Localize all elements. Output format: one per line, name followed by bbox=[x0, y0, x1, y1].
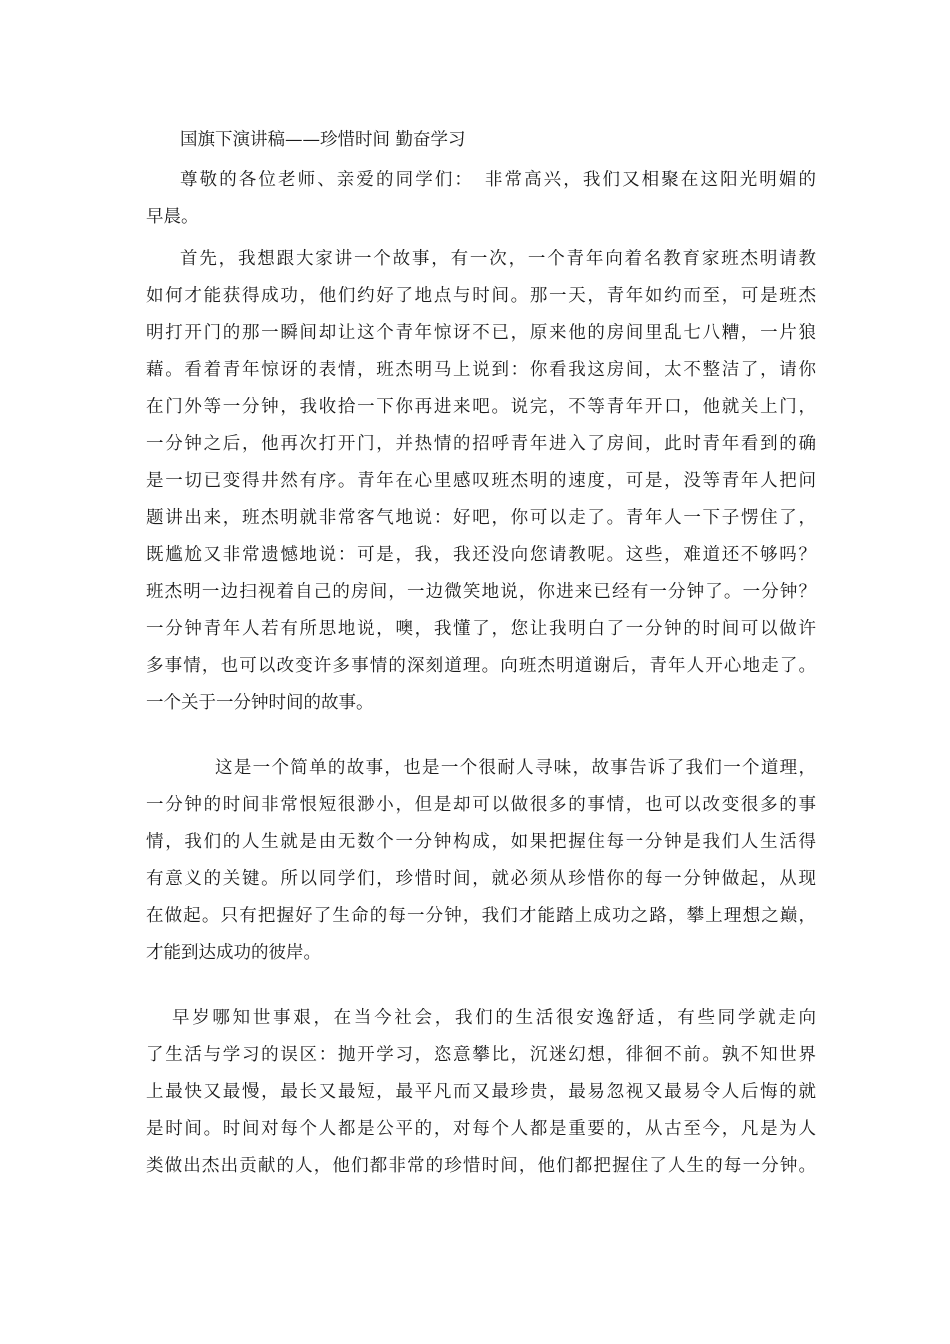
paragraph-2-line-12: 多事情，也可以改变许多事情的深刻道理。向班杰明道谢后，青年人开心地走了。 bbox=[146, 656, 816, 676]
document-title: 国旗下演讲稿——珍惜时间 勤奋学习 bbox=[180, 130, 466, 150]
paragraph-3-line-4: 有意义的关键。所以同学们，珍惜时间，就必须从珍惜你的每一分钟做起，从现 bbox=[146, 869, 816, 889]
paragraph-1-line-2: 早晨。 bbox=[146, 207, 199, 227]
paragraph-2-line-11: 一分钟青年人若有所思地说，噢，我懂了，您让我明白了一分钟的时间可以做许 bbox=[146, 619, 816, 639]
paragraph-4-line-3: 上最快又最慢，最长又最短，最平凡而又最珍贵，最易忽视又最易令人后悔的就 bbox=[146, 1082, 816, 1102]
paragraph-2-line-4: 藉。看着青年惊讶的表情，班杰明马上说到：你看我这房间，太不整洁了，请你 bbox=[146, 360, 816, 380]
paragraph-2-line-8: 题讲出来，班杰明就非常客气地说：好吧，你可以走了。青年人一下子愣住了， bbox=[146, 508, 816, 528]
paragraph-3-line-5: 在做起。只有把握好了生命的每一分钟，我们才能踏上成功之路，攀上理想之巅， bbox=[146, 906, 816, 926]
paragraph-1-line-1: 尊敬的各位老师、亲爱的同学们： 非常高兴，我们又相聚在这阳光明媚的 bbox=[180, 170, 816, 190]
paragraph-4-line-4: 是时间。时间对每个人都是公平的，对每个人都是重要的，从古至今，凡是为人 bbox=[146, 1119, 816, 1139]
paragraph-2-line-10: 班杰明一边扫视着自己的房间，一边微笑地说，你进来已经有一分钟了。一分钟？ bbox=[146, 582, 816, 602]
paragraph-4-line-5: 类做出杰出贡献的人，他们都非常的珍惜时间，他们都把握住了人生的每一分钟。 bbox=[146, 1156, 816, 1176]
paragraph-4-line-2: 了生活与学习的误区：抛开学习，恣意攀比，沉迷幻想，徘徊不前。孰不知世界 bbox=[146, 1045, 816, 1065]
paragraph-3-line-6: 才能到达成功的彼岸。 bbox=[146, 943, 321, 963]
paragraph-2-line-9: 既尴尬又非常遗憾地说：可是，我，我还没向您请教呢。这些，难道还不够吗？ bbox=[146, 545, 816, 565]
paragraph-3-line-2: 一分钟的时间非常恨短很渺小，但是却可以做很多的事情，也可以改变很多的事 bbox=[146, 795, 816, 815]
paragraph-2-line-3: 明打开门的那一瞬间却让这个青年惊讶不已，原来他的房间里乱七八糟，一片狼 bbox=[146, 323, 816, 343]
paragraph-3-line-1: 这是一个简单的故事，也是一个很耐人寻味，故事告诉了我们一个道理， bbox=[215, 758, 816, 778]
paragraph-2-line-6: 一分钟之后，他再次打开门，并热情的招呼青年进入了房间，此时青年看到的确 bbox=[146, 434, 816, 454]
paragraph-2-line-5: 在门外等一分钟，我收拾一下你再进来吧。说完，不等青年开口，他就关上门， bbox=[146, 397, 816, 417]
paragraph-2-line-7: 是一切已变得井然有序。青年在心里感叹班杰明的速度，可是，没等青年人把问 bbox=[146, 471, 816, 491]
paragraph-2-line-13: 一个关于一分钟时间的故事。 bbox=[146, 693, 374, 713]
paragraph-3-line-3: 情，我们的人生就是由无数个一分钟构成，如果把握住每一分钟是我们人生活得 bbox=[146, 832, 816, 852]
paragraph-2-line-2: 如何才能获得成功，他们约好了地点与时间。那一天，青年如约而至，可是班杰 bbox=[146, 286, 816, 306]
paragraph-4-line-1: 早岁哪知世事艰，在当今社会，我们的生活很安逸舒适，有些同学就走向 bbox=[172, 1008, 816, 1028]
paragraph-2-line-1: 首先，我想跟大家讲一个故事，有一次，一个青年向着名教育家班杰明请教 bbox=[180, 249, 816, 269]
